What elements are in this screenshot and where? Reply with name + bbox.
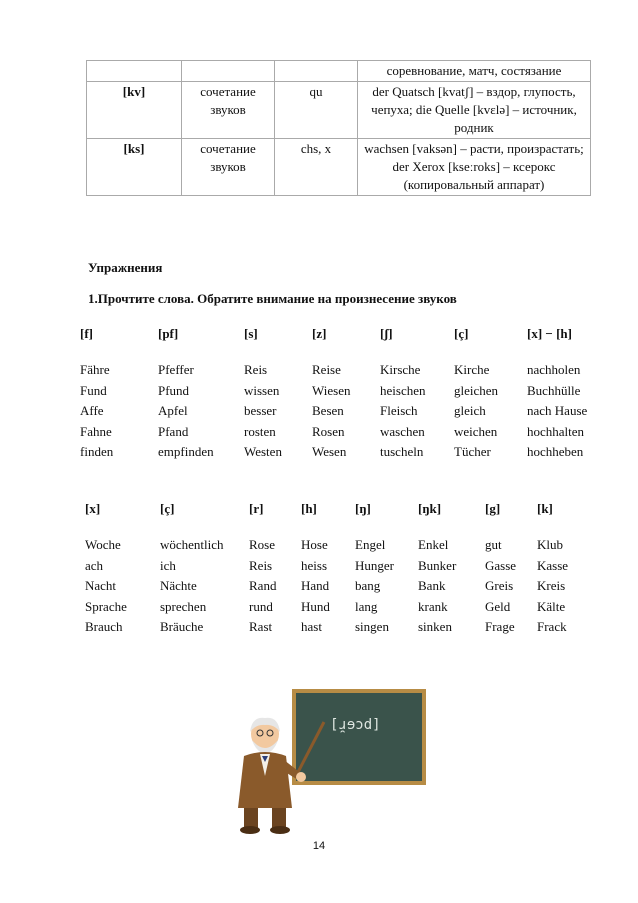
word: sinken	[418, 619, 452, 635]
word-column	[418, 501, 456, 638]
word: Rose	[249, 537, 275, 552]
table-row	[87, 139, 591, 196]
sound-header: [f]	[80, 326, 93, 341]
word: Hunger	[355, 557, 394, 573]
word: rund	[249, 598, 273, 614]
word: Enkel	[418, 537, 449, 552]
table-cell: qu	[275, 82, 358, 139]
word: singen	[355, 619, 389, 635]
sound-header: [r]	[249, 501, 264, 516]
word: Pfund	[158, 382, 190, 398]
word: gut	[485, 537, 502, 552]
word: Pfeffer	[158, 362, 194, 377]
table-cell: сочетание звуков	[182, 82, 275, 139]
word: Kreis	[537, 578, 566, 594]
word: Fund	[80, 382, 107, 398]
word: Kasse	[537, 557, 569, 573]
table-row	[87, 82, 591, 139]
word: Fähre	[80, 362, 110, 377]
word: Rast	[249, 619, 273, 635]
word: hast	[301, 619, 322, 635]
word: wissen	[244, 382, 280, 398]
word-column	[485, 501, 516, 638]
word: Reise	[312, 362, 341, 377]
word: lang	[355, 598, 378, 614]
word: Buchhülle	[527, 382, 581, 398]
word: bang	[355, 578, 381, 594]
word: waschen	[380, 423, 425, 439]
word-column	[85, 501, 127, 638]
table-cell: соревнование, матч, состязание	[358, 61, 591, 82]
word-column	[312, 326, 350, 463]
blackboard-text: [ɹ̯ɘɔd]	[330, 717, 381, 733]
word: Nächte	[160, 578, 197, 594]
table-cell: [ks]	[87, 139, 182, 196]
word: Affe	[80, 403, 104, 419]
word: Engel	[355, 537, 386, 552]
word: Frack	[537, 619, 567, 635]
word: Bank	[418, 578, 446, 594]
sound-header: [x] − [h]	[527, 326, 572, 341]
word: Wesen	[312, 444, 347, 460]
word: Hand	[301, 578, 330, 594]
teacher-hand	[296, 772, 306, 782]
word: besser	[244, 403, 277, 419]
table-cell	[182, 61, 275, 82]
word: Pfand	[158, 423, 189, 439]
word-column	[160, 501, 224, 638]
table-cell	[275, 61, 358, 82]
word: Gasse	[485, 557, 517, 573]
word: Geld	[485, 598, 511, 614]
word-column	[158, 326, 214, 463]
word: rosten	[244, 423, 276, 439]
word: hochhalten	[527, 423, 585, 439]
exercise-title: 1.Прочтите слова. Обратите внимание на произнесение звуков	[88, 291, 457, 306]
word-column	[380, 326, 425, 463]
word: Reis	[249, 557, 273, 573]
word-column	[355, 501, 394, 638]
word: hochheben	[527, 444, 584, 460]
sound-header: [ŋ]	[355, 501, 371, 516]
word: nachholen	[527, 362, 581, 377]
word: gleichen	[454, 382, 499, 398]
word: finden	[80, 444, 114, 460]
table-cell: der Quatsch [kvatʃ] – вздор, глупость, чепуха; die Quelle [kvɛlə] – источник, родник	[358, 82, 591, 139]
table-cell: сочетание звуков	[182, 139, 275, 196]
pointer-stick	[296, 722, 324, 776]
word: nach Hause	[527, 403, 588, 419]
word: Tücher	[454, 444, 491, 460]
word-column	[537, 501, 568, 638]
word: ach	[85, 557, 104, 573]
word: gleich	[454, 403, 486, 419]
word: weichen	[454, 423, 498, 439]
word-column	[244, 326, 282, 463]
section-title: Упражнения	[88, 260, 163, 275]
word: Bräuche	[160, 619, 204, 635]
word: Westen	[244, 444, 282, 460]
table-cell: wachsen [vaksən] – расти, произрастать; der Xerox [kseːroks] – ксерокс (копировальный аппарат)	[358, 139, 591, 196]
teacher-leg-right	[272, 808, 286, 828]
word-column	[454, 326, 498, 463]
sound-header: [ç]	[160, 501, 175, 516]
word: krank	[418, 598, 448, 614]
word: Nacht	[85, 578, 117, 594]
word: Klub	[537, 537, 563, 552]
word: Wiesen	[312, 382, 351, 398]
word: Fahne	[80, 423, 112, 439]
word: Sprache	[85, 598, 127, 614]
word: Reis	[244, 362, 268, 377]
word: ich	[160, 557, 176, 573]
word: tuscheln	[380, 444, 424, 460]
sound-header: [g]	[485, 501, 501, 516]
word: Brauch	[85, 619, 123, 635]
word: Hund	[301, 598, 330, 614]
word: Rosen	[312, 423, 345, 439]
table-cell	[87, 61, 182, 82]
sound-header: [s]	[244, 326, 258, 341]
word: Hose	[301, 537, 328, 552]
word: Woche	[85, 537, 121, 552]
teacher-shoe-left	[240, 826, 260, 834]
word: Kälte	[537, 598, 566, 614]
word: Kirche	[454, 362, 490, 377]
word: Frage	[485, 619, 515, 635]
word-column	[249, 501, 276, 638]
table-cell: chs, x	[275, 139, 358, 196]
page-number: 14	[312, 840, 326, 852]
sounds-table	[86, 60, 591, 196]
sound-header: [ŋk]	[418, 501, 442, 516]
teacher-leg-left	[244, 808, 258, 828]
word-column	[301, 501, 330, 638]
word: Rand	[249, 578, 277, 594]
sound-header: [ç]	[454, 326, 469, 341]
word: empfinden	[158, 444, 214, 460]
word: Apfel	[158, 403, 188, 419]
table-cell: [kv]	[87, 82, 182, 139]
sound-header: [pf]	[158, 326, 179, 341]
word: heiss	[301, 557, 327, 573]
sound-header: [z]	[312, 326, 327, 341]
teacher-shoe-right	[270, 826, 290, 834]
teacher-illustration	[222, 716, 332, 834]
sound-header: [x]	[85, 501, 101, 516]
word-column	[80, 326, 113, 463]
word: Besen	[312, 403, 344, 419]
word: Fleisch	[380, 403, 418, 419]
word: heischen	[380, 382, 426, 398]
word: wöchentlich	[160, 537, 224, 552]
word: Greis	[485, 578, 514, 594]
sound-header: [k]	[537, 501, 553, 516]
sound-header: [h]	[301, 501, 317, 516]
word: Bunker	[418, 557, 457, 573]
sound-header: [ʃ]	[380, 326, 393, 341]
table-row	[87, 61, 591, 82]
word-column	[527, 326, 587, 463]
word: Kirsche	[380, 362, 421, 377]
word: sprechen	[160, 598, 207, 614]
